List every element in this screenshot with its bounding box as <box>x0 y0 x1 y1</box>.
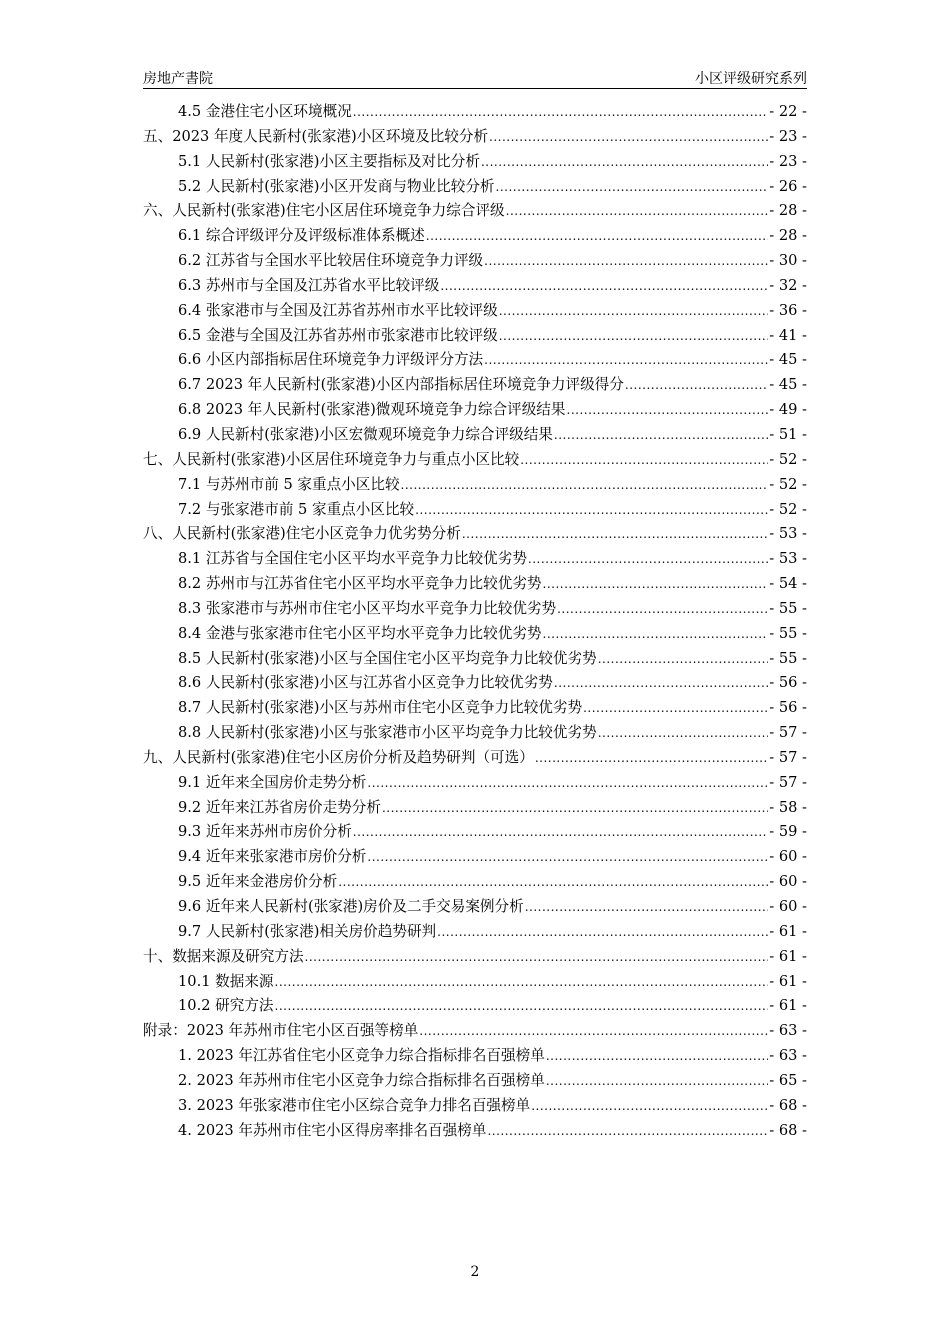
toc-entry[interactable] <box>143 647 807 672</box>
toc-entry-page: - 60 - <box>769 848 807 866</box>
toc-entry[interactable] <box>143 547 807 572</box>
toc-entry-page: - 55 - <box>769 649 807 667</box>
toc-entry[interactable] <box>143 845 807 870</box>
toc-entry-page: - 52 - <box>769 475 807 493</box>
toc-leader-dots <box>367 845 768 870</box>
toc-entry-page: - 65 - <box>769 1071 807 1089</box>
toc-leader-dots <box>419 1019 768 1044</box>
toc-entry[interactable] <box>143 249 807 274</box>
toc-entry-label: 五、2023 年度人民新村(张家港)小区环境及比较分析 <box>143 127 489 145</box>
toc-entry[interactable] <box>143 299 807 324</box>
toc-leader-dots <box>487 1119 768 1144</box>
toc-entry[interactable] <box>143 324 807 349</box>
toc-entry-label: 10.2 研究方法 <box>178 997 274 1015</box>
toc-entry[interactable] <box>143 348 807 373</box>
toc-leader-dots <box>554 423 768 448</box>
toc-leader-dots <box>506 199 769 224</box>
toc-entry-label: 七、人民新村(张家港)小区居住环境竞争力与重点小区比较 <box>143 450 520 468</box>
toc-leader-dots <box>554 671 768 696</box>
toc-entry-label: 8.3 张家港市与苏州市住宅小区平均水平竞争力比较优劣势 <box>178 599 557 617</box>
toc-leader-dots <box>546 1044 768 1069</box>
header-publisher: 房地产書院 <box>143 71 213 87</box>
toc-leader-dots <box>546 1069 768 1094</box>
toc-entry[interactable] <box>143 870 807 895</box>
toc-leader-dots <box>543 622 769 647</box>
toc-entry[interactable] <box>143 994 807 1019</box>
toc-leader-dots <box>275 994 769 1019</box>
toc-entry-page: - 49 - <box>769 401 807 419</box>
toc-entry-page: - 63 - <box>769 1022 807 1040</box>
toc-entry-label: 8.7 人民新村(张家港)小区与苏州市住宅小区竞争力比较优劣势 <box>178 699 583 717</box>
toc-entry-label: 八、人民新村(张家港)住宅小区竞争力优劣势分析 <box>143 525 461 543</box>
toc-entry-label: 9.2 近年来江苏省房价走势分析 <box>178 798 381 816</box>
toc-leader-dots <box>440 274 768 299</box>
toc-leader-dots <box>567 398 769 423</box>
table-of-contents <box>143 100 807 1143</box>
toc-entry[interactable] <box>143 150 807 175</box>
header-series-title: 小区评级研究系列 <box>695 71 807 87</box>
toc-leader-dots <box>535 746 768 771</box>
toc-entry-label: 6.4 张家港市与全国及江苏省苏州市水平比较评级 <box>178 301 498 319</box>
toc-entry-label: 附录：2023 年苏州市住宅小区百强等榜单 <box>143 1022 419 1040</box>
toc-entry[interactable] <box>143 895 807 920</box>
toc-entry-page: - 51 - <box>769 425 807 443</box>
toc-entry-label: 9.1 近年来全国房价走势分析 <box>178 773 367 791</box>
toc-leader-dots <box>528 547 768 572</box>
toc-leader-dots <box>338 870 768 895</box>
toc-entry-label: 7.1 与苏州市前 5 家重点小区比较 <box>178 475 400 493</box>
toc-entry[interactable] <box>143 100 807 125</box>
toc-entry-label: 9.4 近年来张家港市房价分析 <box>178 848 367 866</box>
toc-entry-page: - 57 - <box>769 724 807 742</box>
toc-entry-page: - 60 - <box>769 873 807 891</box>
toc-entry-label: 6.7 2023 年人民新村(张家港)小区内部指标居住环境竞争力评级得分 <box>178 376 624 394</box>
toc-entry[interactable] <box>143 945 807 970</box>
toc-entry-page: - 53 - <box>769 550 807 568</box>
toc-entry-label: 6.3 苏州市与全国及江苏省水平比较评级 <box>178 276 440 294</box>
toc-entry-label: 6.2 江苏省与全国水平比较居住环境竞争力评级 <box>178 252 484 270</box>
toc-entry-page: - 23 - <box>769 127 807 145</box>
toc-entry-label: 8.8 人民新村(张家港)小区与张家港市小区平均竞争力比较优劣势 <box>178 724 597 742</box>
toc-leader-dots <box>496 175 769 200</box>
toc-entry-label: 3. 2023 年张家港市住宅小区综合竞争力排名百强榜单 <box>178 1096 531 1114</box>
toc-leader-dots <box>437 920 768 945</box>
toc-leader-dots <box>481 150 768 175</box>
toc-entry-page: - 59 - <box>769 823 807 841</box>
toc-entry-page: - 32 - <box>769 276 807 294</box>
toc-entry-page: - 52 - <box>769 500 807 518</box>
toc-leader-dots <box>625 373 768 398</box>
toc-entry-label: 6.5 金港与全国及江苏省苏州市张家港市比较评级 <box>178 326 498 344</box>
toc-entry-label: 4. 2023 年苏州市住宅小区得房率排名百强榜单 <box>178 1121 487 1139</box>
toc-entry-page: - 28 - <box>769 227 807 245</box>
toc-leader-dots <box>531 1094 768 1119</box>
toc-entry-label: 6.9 人民新村(张家港)小区宏微观环境竞争力综合评级结果 <box>178 425 553 443</box>
toc-leader-dots <box>426 224 769 249</box>
toc-entry-label: 九、人民新村(张家港)住宅小区房价分析及趋势研判（可选） <box>143 748 534 766</box>
toc-entry-page: - 63 - <box>769 1047 807 1065</box>
toc-entry[interactable] <box>143 820 807 845</box>
toc-entry-label: 8.2 苏州市与江苏省住宅小区平均水平竞争力比较优劣势 <box>178 575 542 593</box>
toc-entry-page: - 56 - <box>769 699 807 717</box>
toc-entry-label: 2. 2023 年苏州市住宅小区竞争力综合指标排名百强榜单 <box>178 1071 545 1089</box>
toc-leader-dots <box>305 945 769 970</box>
toc-entry[interactable] <box>143 498 807 523</box>
toc-entry-label: 9.6 近年来人民新村(张家港)房价及二手交易案例分析 <box>178 898 524 915</box>
toc-leader-dots <box>275 970 769 995</box>
toc-entry-page: - 53 - <box>769 525 807 543</box>
toc-entry-label: 9.5 近年来金港房价分析 <box>178 873 338 891</box>
toc-entry-page: - 61 - <box>769 922 807 940</box>
toc-entry[interactable] <box>143 448 807 473</box>
toc-leader-dots <box>598 721 769 746</box>
page-header <box>143 66 807 89</box>
toc-entry-page: - 61 - <box>769 947 807 965</box>
toc-entry-page: - 23 - <box>769 152 807 170</box>
toc-entry-page: - 28 - <box>769 202 807 220</box>
toc-entry-page: - 56 - <box>769 674 807 692</box>
toc-entry[interactable] <box>143 1119 807 1144</box>
toc-entry[interactable] <box>143 721 807 746</box>
toc-entry[interactable] <box>143 970 807 995</box>
toc-leader-dots <box>525 895 769 920</box>
toc-entry-label: 1. 2023 年江苏省住宅小区竞争力综合指标排名百强榜单 <box>178 1047 545 1065</box>
toc-leader-dots <box>484 249 768 274</box>
toc-leader-dots <box>598 647 769 672</box>
toc-entry-page: - 26 - <box>769 177 807 195</box>
toc-entry[interactable] <box>143 796 807 821</box>
toc-entry[interactable] <box>143 597 807 622</box>
toc-entry-page: - 58 - <box>769 798 807 816</box>
toc-entry-label: 9.7 人民新村(张家港)相关房价趋势研判 <box>178 922 437 940</box>
toc-entry-label: 7.2 与张家港市前 5 家重点小区比较 <box>178 500 415 518</box>
toc-entry-page: - 54 - <box>769 575 807 593</box>
toc-entry-label: 8.6 人民新村(张家港)小区与江苏省小区竞争力比较优劣势 <box>178 674 553 692</box>
toc-entry[interactable] <box>143 771 807 796</box>
toc-entry-page: - 68 - <box>769 1096 807 1114</box>
toc-entry[interactable] <box>143 1094 807 1119</box>
toc-entry-page: - 60 - <box>769 898 807 915</box>
toc-entry-page: - 30 - <box>769 252 807 270</box>
toc-entry[interactable] <box>143 423 807 448</box>
toc-entry[interactable] <box>143 746 807 771</box>
toc-entry[interactable] <box>143 622 807 647</box>
toc-entry[interactable] <box>143 1019 807 1044</box>
toc-entry[interactable] <box>143 373 807 398</box>
toc-leader-dots <box>415 498 768 523</box>
toc-entry-label: 6.6 小区内部指标居住环境竞争力评级评分方法 <box>178 351 484 369</box>
toc-entry-label: 8.1 江苏省与全国住宅小区平均水平竞争力比较优劣势 <box>178 550 527 568</box>
toc-entry[interactable] <box>143 572 807 597</box>
toc-entry-label: 10.1 数据来源 <box>178 972 274 990</box>
toc-entry-label: 十、数据来源及研究方法 <box>143 947 304 965</box>
toc-entry[interactable] <box>143 398 807 423</box>
toc-leader-dots <box>499 299 769 324</box>
toc-leader-dots <box>367 771 768 796</box>
toc-entry-page: - 55 - <box>769 624 807 642</box>
toc-entry-page: - 52 - <box>769 450 807 468</box>
toc-leader-dots <box>489 125 768 150</box>
toc-entry-page: - 55 - <box>769 599 807 617</box>
toc-entry-page: - 22 - <box>769 103 807 120</box>
toc-entry-page: - 41 - <box>769 326 807 344</box>
toc-leader-dots <box>484 348 768 373</box>
toc-entry-label: 8.5 人民新村(张家港)小区与全国住宅小区平均竞争力比较优劣势 <box>178 649 597 667</box>
page-number: 2 <box>470 1264 480 1280</box>
toc-entry[interactable] <box>143 125 807 150</box>
toc-entry-page: - 45 - <box>769 351 807 369</box>
toc-entry[interactable] <box>143 175 807 200</box>
toc-entry-page: - 68 - <box>769 1121 807 1139</box>
toc-entry[interactable] <box>143 671 807 696</box>
toc-leader-dots <box>557 597 768 622</box>
toc-leader-dots <box>353 100 768 125</box>
toc-entry-label: 8.4 金港与张家港市住宅小区平均水平竞争力比较优劣势 <box>178 624 542 642</box>
toc-leader-dots <box>499 324 769 349</box>
toc-leader-dots <box>520 448 768 473</box>
toc-entry-label: 6.8 2023 年人民新村(张家港)微观环境竞争力综合评级结果 <box>178 401 566 419</box>
toc-leader-dots <box>382 796 768 821</box>
toc-entry[interactable] <box>143 696 807 721</box>
toc-entry[interactable] <box>143 274 807 299</box>
toc-entry-page: - 45 - <box>769 376 807 394</box>
toc-entry-page: - 36 - <box>769 301 807 319</box>
toc-entry[interactable] <box>143 522 807 547</box>
toc-leader-dots <box>543 572 769 597</box>
toc-entry[interactable] <box>143 920 807 945</box>
toc-entry[interactable] <box>143 1069 807 1094</box>
toc-entry-label: 9.3 近年来苏州市房价分析 <box>178 823 352 841</box>
toc-entry[interactable] <box>143 473 807 498</box>
toc-entry-label: 5.1 人民新村(张家港)小区主要指标及对比分析 <box>178 152 480 170</box>
toc-leader-dots <box>401 473 769 498</box>
toc-entry-label: 4.5 金港住宅小区环境概况 <box>178 103 352 120</box>
toc-entry-page: - 57 - <box>769 748 807 766</box>
toc-entry-label: 六、人民新村(张家港)住宅小区居住环境竞争力综合评级 <box>143 202 505 220</box>
toc-entry[interactable] <box>143 1044 807 1069</box>
toc-leader-dots <box>583 696 768 721</box>
toc-entry-page: - 57 - <box>769 773 807 791</box>
toc-entry-page: - 61 - <box>769 997 807 1015</box>
toc-entry[interactable] <box>143 224 807 249</box>
toc-entry[interactable] <box>143 199 807 224</box>
toc-entry-label: 5.2 人民新村(张家港)小区开发商与物业比较分析 <box>178 177 495 195</box>
toc-leader-dots <box>462 522 768 547</box>
toc-entry-page: - 61 - <box>769 972 807 990</box>
toc-entry-label: 6.1 综合评级评分及评级标准体系概述 <box>178 227 425 245</box>
toc-leader-dots <box>353 820 768 845</box>
